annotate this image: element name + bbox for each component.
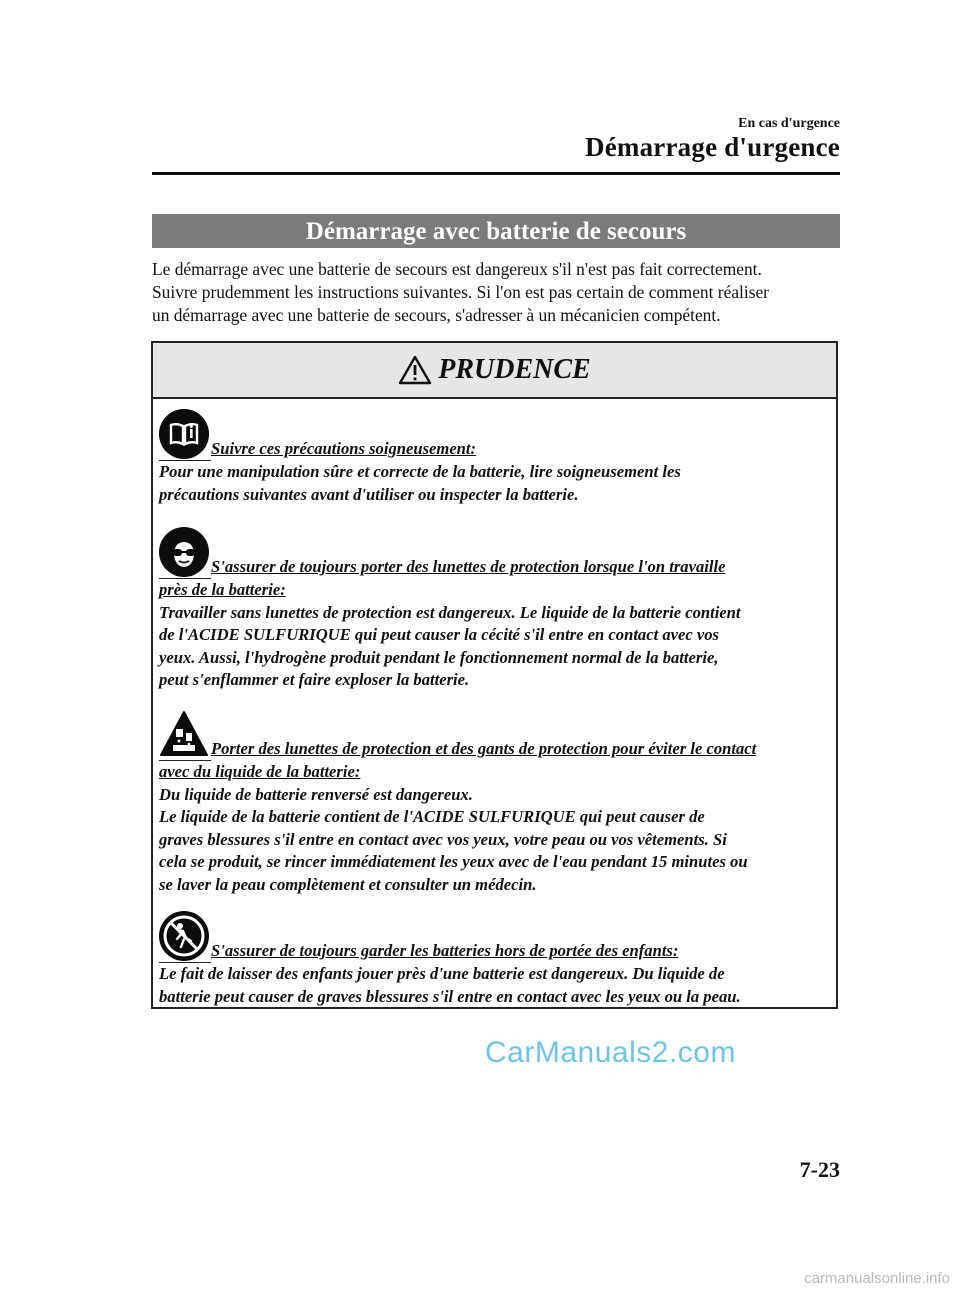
caution-item-text: Le fait de laisser des enfants jouer près d'une batterie est dangereux. Du liquide de [159,964,725,983]
site-watermark: CarManuals2.com [485,1036,736,1069]
caution-item [159,409,835,506]
caution-item-text: précautions suivantes avant d'utiliser ou inspecter la batterie. [159,484,579,504]
intro-line: Suivre prudemment les instructions suivantes. Si l'on est pas certain de comment réaliser [152,282,769,302]
manual-book-icon [159,409,209,459]
caution-item-heading: S'assurer de toujours garder les batteries hors de portée des enfants: [211,941,679,960]
section-title-bar: Démarrage avec batterie de secours [152,214,840,248]
corrosive-acid-icon [159,709,209,759]
caution-item [159,527,835,692]
caution-item [159,911,835,1008]
caution-item-text: yeux. Aussi, l'hydrogène produit pendant le fonctionnement normal de la batterie, [159,647,719,667]
header-section-title: Démarrage d'urgence [585,132,840,162]
caution-item-text: batterie peut causer de graves blessures s'il entre en contact avec les yeux ou la peau. [159,986,741,1006]
warning-triangle-icon [398,355,432,385]
caution-item-text: Travailler sans lunettes de protection est dangereux. Le liquide de la batterie contient [159,602,741,622]
caution-item-heading: Porter des lunettes de protection et des gants de protection pour éviter le contact [211,739,757,758]
caution-title: PRUDENCE [438,354,591,385]
intro-line: Le démarrage avec une batterie de secours est dangereux s'il n'est pas fait correctement. [152,259,762,279]
footer-watermark: carmanualsonline.info [804,1270,950,1287]
safety-goggles-icon [159,527,209,577]
intro-line: un démarrage avec une batterie de secours, s'adresser à un mécanicien compétent. [152,305,721,325]
caution-item-heading-continued: près de la batterie: [159,580,286,599]
caution-box [151,341,838,1009]
caution-item-text: se laver la peau complètement et consulter un médecin. [159,874,537,894]
caution-item-text: peut s'enflammer et faire exploser la batterie. [159,670,470,689]
caution-item-text: Pour une manipulation sûre et correcte de la batterie, lire soigneusement les [159,462,681,481]
caution-item [159,709,835,896]
caution-item-text: graves blessures s'il entre en contact avec vos yeux, votre peau ou vos vêtements. Si [159,829,727,849]
no-children-icon [159,911,209,961]
caution-item-heading: S'assurer de toujours porter des lunettes de protection lorsque l'on travaille [211,557,726,576]
caution-item-heading-continued: avec du liquide de la batterie: [159,762,361,781]
caution-item-text: de l'ACIDE SULFURIQUE qui peut causer la cécité s'il entre en contact avec vos [159,625,720,644]
caution-item-heading: Suivre ces précautions soigneusement: [211,439,477,458]
header-chapter: En cas d'urgence [738,116,840,131]
page-number: 7-23 [799,1157,840,1182]
caution-item-text: Le liquide de la batterie contient de l'ACIDE SULFURIQUE qui peut causer de [159,807,705,826]
caution-header [153,343,836,399]
caution-item-text: cela se produit, se rincer immédiatement les yeux avec de l'eau pendant 15 minutes ou [159,852,748,871]
intro-paragraph [152,258,842,327]
caution-item-text: Du liquide de batterie renversé est dangereux. [159,784,473,804]
header-rule [152,172,840,175]
